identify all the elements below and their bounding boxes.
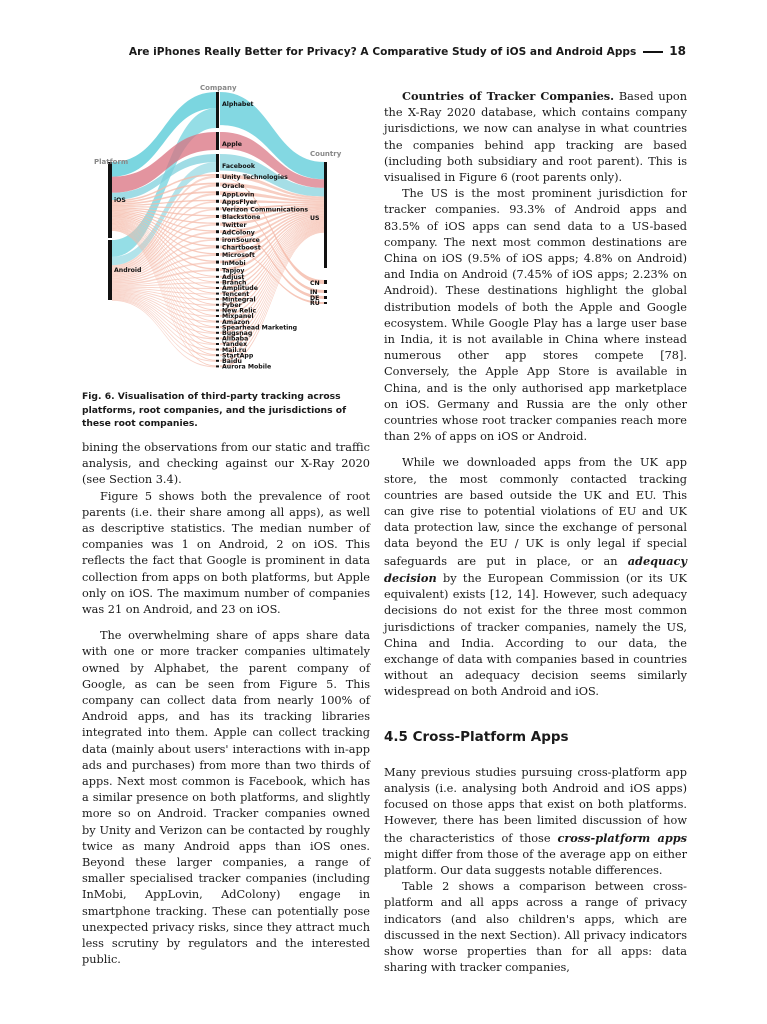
node-company bbox=[216, 343, 219, 345]
company-label: Apple bbox=[222, 141, 242, 148]
company-label: Adjust bbox=[222, 274, 245, 281]
node-platform-ios bbox=[108, 162, 112, 238]
node-company bbox=[216, 215, 219, 218]
right-paragraph-3-a: While we downloaded apps from the UK app store, the most commonly contacted tracking countries are based outside the UK and EU. This can give rise to potential violations of EU and UK data protection law, since the exchange of personal data beyond the EU / UK is only legal if special safeguards are put in place, or an bbox=[384, 456, 687, 568]
axis-label-platform: Platform bbox=[94, 158, 129, 166]
node-company bbox=[216, 253, 219, 256]
node-company bbox=[216, 207, 219, 210]
figure-caption-text: Visualisation of third-party tracking across platforms, root companies, and the jurisdictions of these root companies. bbox=[82, 391, 347, 429]
node-company bbox=[216, 332, 219, 334]
country-label: RU bbox=[310, 300, 320, 307]
country-label: IN bbox=[310, 289, 318, 296]
company-label: Amazon bbox=[222, 318, 250, 326]
node-country bbox=[324, 280, 327, 284]
node-platform-android bbox=[108, 240, 112, 300]
company-label: Baidu bbox=[222, 358, 242, 365]
node-company bbox=[216, 281, 219, 283]
node-company bbox=[216, 174, 219, 178]
node-country bbox=[324, 302, 327, 304]
company-label: Twitter bbox=[222, 221, 247, 229]
country-label: US bbox=[310, 215, 320, 222]
company-label: Verizon Communications bbox=[222, 206, 309, 214]
right-paragraph-1-text: Based upon the X-Ray 2020 database, which contains company jurisdictions, we now can analyse in what countries the companies behind app tracking are based (including both subsidiary and root parent). This is visualised in Figure 6 (root parents only). bbox=[384, 90, 687, 185]
flow-android-to-company bbox=[112, 282, 216, 286]
figure-caption-label: Fig. 6. bbox=[82, 391, 115, 402]
company-label: AppsFlyer bbox=[222, 199, 257, 206]
company-label: Mintegral bbox=[222, 296, 256, 304]
company-label: AppLovin bbox=[222, 191, 255, 199]
runin-heading: Countries of Tracker Companies. bbox=[402, 89, 615, 103]
node-company bbox=[216, 287, 219, 289]
country-label: CN bbox=[310, 280, 320, 287]
axis-label-company: Company bbox=[200, 84, 237, 92]
cross-platform-apps-term: cross-platform apps bbox=[557, 830, 687, 845]
platform-label-android: Android bbox=[114, 267, 142, 274]
company-label: Bugsnag bbox=[222, 330, 253, 337]
running-title: Are iPhones Really Better for Privacy? A Comparative Study of iOS and Android Apps bbox=[128, 46, 637, 58]
axis-label-country: Country bbox=[310, 150, 342, 158]
node-company bbox=[216, 154, 219, 172]
node-company bbox=[216, 349, 219, 351]
flow-android-to-company bbox=[112, 299, 216, 362]
company-label: Branch bbox=[222, 279, 247, 287]
node-company bbox=[216, 298, 219, 300]
country-label: DE bbox=[310, 295, 320, 302]
company-label: Blackstone bbox=[222, 214, 261, 222]
node-company bbox=[216, 268, 219, 271]
company-label: Oracle bbox=[222, 182, 245, 190]
node-company bbox=[216, 304, 219, 306]
node-company bbox=[216, 365, 219, 367]
right-paragraph-5: Table 2 shows a comparison between cross-platform and all apps across a range of privacy indicators (and also children's apps, which are discussed in the next Section). All privacy indicators show worse properties than for all apps: data sharing with tracker companies, bbox=[384, 880, 687, 975]
company-label: Unity Technologies bbox=[222, 174, 288, 182]
node-company bbox=[216, 326, 219, 328]
right-paragraph-3-b: by the European Commission (or its UK equivalent) exists [12, 14]. However, such adequacy decisions do not exist for the three most common jurisdictions of tracker companies, namely the US, China and India. According to our data, the exchange of data with companies based in countries without an adequacy decision seems similarly widespread on both Android and iOS. bbox=[384, 571, 687, 699]
node-company bbox=[216, 337, 219, 339]
company-label: ironSource bbox=[222, 237, 260, 244]
right-paragraph-4-b: might differ from those of the average app on either platform. Our data suggests notable differences. bbox=[384, 847, 687, 877]
right-paragraph-3 bbox=[384, 455, 687, 700]
company-label: Mixpanel bbox=[222, 313, 254, 321]
company-label: Microsoft bbox=[222, 252, 255, 260]
node-country bbox=[324, 296, 327, 299]
company-label: AdColony bbox=[222, 229, 255, 237]
node-company bbox=[216, 132, 219, 150]
company-label: Yandex bbox=[222, 341, 248, 349]
company-label: Amplitude bbox=[222, 285, 258, 293]
node-country bbox=[324, 290, 327, 293]
node-company bbox=[216, 309, 219, 311]
right-paragraph-4 bbox=[384, 765, 687, 879]
right-column bbox=[384, 88, 687, 976]
company-label: Chartboost bbox=[222, 244, 261, 252]
right-paragraph-4-a: Many previous studies pursuing cross-platform app analysis (i.e. analysing both Android and iOS apps) focused on those apps that exist on both platforms. However, there has been limited discussion of how the characteristics of those bbox=[384, 765, 687, 845]
left-paragraph-2: Figure 5 shows both the prevalence of root parents (i.e. their share among all apps), as well as descriptive statistics. The median number of companies was 1 on Android, 2 on iOS. This reflects the fact that Google is prominent in data collection from apps on both platforms, but Apple only on iOS. The maximum number of companies was 21 on Android, and 23 on iOS. bbox=[82, 489, 370, 617]
page-number: 18 bbox=[669, 44, 686, 58]
adequacy-decision-term: adequacy decision bbox=[384, 553, 687, 585]
left-column bbox=[82, 440, 370, 969]
node-company bbox=[216, 238, 219, 241]
node-company bbox=[216, 92, 219, 128]
company-label: Aurora Mobile bbox=[222, 363, 272, 371]
company-label: Fyber bbox=[222, 302, 242, 309]
node-company bbox=[216, 245, 219, 248]
node-country-us bbox=[324, 162, 327, 268]
node-company bbox=[216, 223, 219, 226]
header-dash bbox=[643, 51, 663, 53]
figure-caption bbox=[82, 390, 372, 431]
running-header bbox=[0, 44, 686, 58]
left-paragraph-1: bining the observations from our static and traffic analysis, and checking against our X-Ray 2020 (see Section 3.4). bbox=[82, 441, 370, 487]
company-label: Tencent bbox=[222, 290, 250, 298]
company-label: Alibaba bbox=[222, 335, 249, 343]
left-paragraph-3: The overwhelming share of apps share data with one or more tracker companies ultimately owned by Alphabet, the parent company of Google, as can be seen from Figure 5. This company can collect data from nearly 100% of Android apps, and has its tracking libraries integrated into them. Apple can collect tracking data (mainly about users' interactions with in-app ads and purchases) from more than two thirds of apps. Next most common is Facebook, which has a similar presence on both platforms, and slightly more so on Android. Tracker companies owned by Unity and Verizon can be contacted by roughly twice as many Android apps than iOS ones. Beyond these larger companies, a range of smaller specialised tracker companies (including InMobi, AppLovin, AdColony) engage in smartphone tracking. These can potentially pose unexpected privacy risks, since they attract much less scrutiny by regulators and the interested public. bbox=[82, 629, 370, 967]
company-label: InMobi bbox=[222, 259, 246, 267]
node-company bbox=[216, 354, 219, 356]
node-company bbox=[216, 293, 219, 295]
platform-label-ios: iOS bbox=[114, 197, 126, 204]
node-company bbox=[216, 230, 219, 233]
node-company bbox=[216, 261, 219, 264]
node-company bbox=[216, 276, 219, 278]
company-label: Facebook bbox=[222, 163, 255, 170]
company-label: New Relic bbox=[222, 307, 257, 315]
company-label: Tapjoy bbox=[222, 267, 245, 275]
company-label: Alphabet bbox=[222, 101, 254, 108]
node-company bbox=[216, 321, 219, 323]
node-company bbox=[216, 191, 219, 195]
section-heading: 4.5 Cross-Platform Apps bbox=[384, 728, 569, 745]
node-company bbox=[216, 200, 219, 203]
right-paragraph-2: The US is the most prominent jurisdiction for tracker companies. 93.3% of Android apps and 83.5% of iOS apps can send data to a US-based company. The next most common destinations are China on iOS (9.5% of iOS apps; 4.8% on Android) and India on Android (7.45% of iOS apps; 2.23% on Android). These destinations highlight the global distribution models of both the Apple and Google ecosystem. While Google Play has a large user base in India, it is not available in China where instead numerous other app stores compete [78]. Conversely, the Apple App Store is available in China, and is the only authorised app marketplace on iOS. Germany and Russia are the only other countries whose root tracker companies reach more than 2% of apps on iOS or Android. bbox=[384, 187, 687, 444]
company-label: Spearhead Marketing bbox=[222, 324, 298, 332]
company-label: Mail.ru bbox=[222, 346, 247, 354]
node-company bbox=[216, 360, 219, 362]
sankey-figure bbox=[88, 80, 364, 380]
company-label: StartApp bbox=[222, 352, 254, 360]
right-paragraph-1 bbox=[384, 88, 687, 186]
node-company bbox=[216, 183, 219, 187]
node-company bbox=[216, 315, 219, 317]
